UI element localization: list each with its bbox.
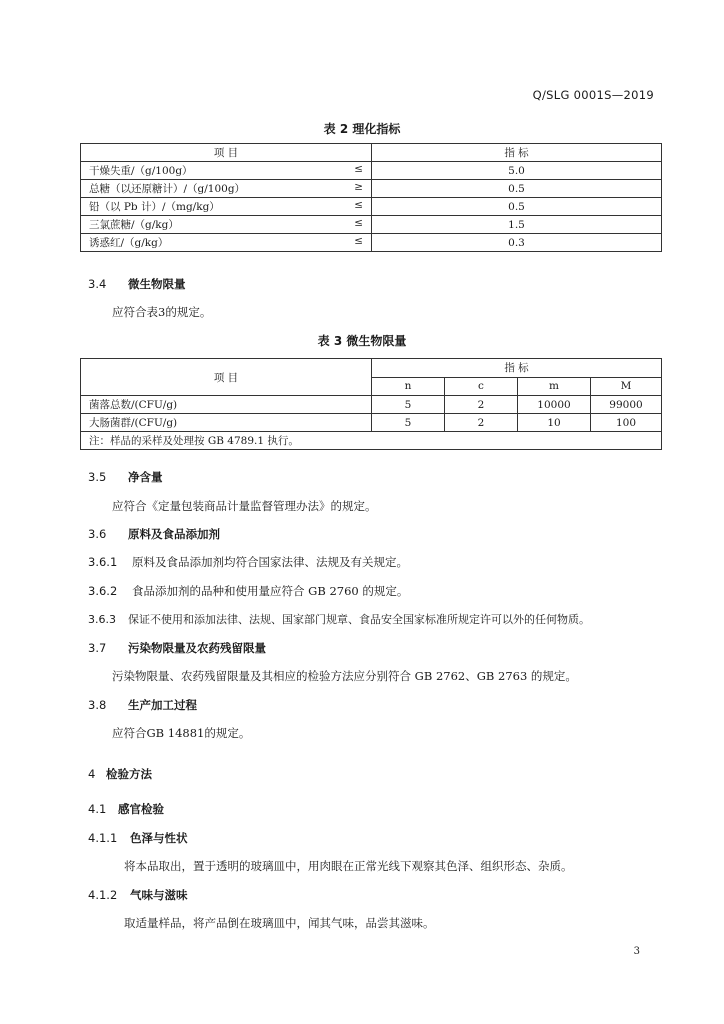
table3-note: 注：样品的采样及处理按 GB 4789.1 执行。	[81, 432, 662, 450]
section-3-6-heading	[88, 526, 220, 542]
table2-item: 干燥失重/（g/100g）	[89, 165, 193, 177]
section-number: 3.4	[88, 277, 107, 291]
section-title: 污染物限量及农药残留限量	[128, 641, 266, 655]
table-row	[81, 180, 662, 198]
section-4-1-heading	[88, 801, 164, 817]
table-row	[81, 216, 662, 234]
section-4-1-1-text: 将本品取出，置于透明的玻璃皿中，用肉眼在正常光线下观察其色泽、组织形态、杂质。	[124, 859, 573, 873]
section-3-7-text: 污染物限量、农药残留限量及其相应的检验方法应分别符合 GB 2762、GB 2763 的规定。	[112, 669, 577, 683]
table2-symbol: ≥	[354, 181, 363, 193]
section-4-1-2-heading	[88, 887, 188, 903]
table3-sub-n: n	[372, 377, 445, 396]
table3-cell: 100	[591, 414, 662, 432]
section-title: 生产加工过程	[128, 698, 197, 712]
section-4-heading	[88, 766, 152, 782]
section-title: 检验方法	[106, 767, 152, 781]
section-3-7-heading	[88, 640, 266, 656]
table2-symbol: ≤	[354, 235, 363, 247]
table3-caption: 表 3 微生物限量	[317, 334, 407, 348]
table3-item: 大肠菌群/(CFU/g)	[81, 414, 372, 432]
table2-value: 0.5	[372, 180, 662, 198]
section-number: 3.6	[88, 527, 107, 541]
table-row	[81, 414, 662, 432]
table2-value: 1.5	[372, 216, 662, 234]
table2-item: 总糖（以还原糖计）/（g/100g）	[89, 183, 246, 195]
table2	[80, 143, 662, 252]
section-title: 原料及食品添加剂	[128, 527, 220, 541]
section-number: 4.1.1	[88, 831, 118, 845]
section-number: 3.6.1	[88, 555, 118, 569]
section-title: 净含量	[128, 470, 163, 484]
table3-cell: 10	[518, 414, 591, 432]
section-3-6-2	[88, 583, 408, 599]
section-number: 3.6.3	[88, 613, 116, 626]
section-4-1-2-text: 取适量样品，将产品倒在玻璃皿中，闻其气味，品尝其滋味。	[124, 916, 435, 930]
section-3-8-text: 应符合GB 14881的规定。	[112, 726, 251, 740]
page-number: 3	[633, 946, 640, 957]
section-title: 气味与滋味	[130, 888, 188, 902]
table2-header-item: 项 目	[81, 144, 372, 162]
table-row	[81, 234, 662, 252]
table3-cell: 5	[372, 396, 445, 414]
section-number: 4.1	[88, 802, 107, 816]
table3	[80, 358, 662, 450]
table3-cell: 99000	[591, 396, 662, 414]
section-number: 3.5	[88, 470, 107, 484]
section-3-5-heading	[88, 469, 163, 485]
section-text: 原料及食品添加剂均符合国家法律、法规及有关规定。	[132, 555, 408, 569]
table-row	[81, 198, 662, 216]
table2-value: 0.3	[372, 234, 662, 252]
section-number: 4.1.2	[88, 888, 118, 902]
table3-header-item: 项 目	[81, 359, 372, 396]
section-number: 4	[88, 767, 96, 781]
table3-cell: 2	[445, 414, 518, 432]
table3-item: 菌落总数/(CFU/g)	[81, 396, 372, 414]
table3-sub-m: m	[518, 377, 591, 396]
section-3-6-3	[88, 611, 590, 627]
section-4-1-1-heading	[88, 830, 188, 846]
table2-symbol: ≤	[354, 199, 363, 211]
section-3-6-1	[88, 554, 408, 570]
document-code: Q/SLG 0001S—2019	[532, 88, 654, 102]
table2-item: 铅（以 Pb 计）/（mg/kg）	[89, 201, 220, 213]
table3-sub-c: c	[445, 377, 518, 396]
section-number: 3.6.2	[88, 584, 118, 598]
table3-sub-M: M	[591, 377, 662, 396]
section-number: 3.7	[88, 641, 107, 655]
section-title: 色泽与性状	[130, 831, 188, 845]
section-3-4-text: 应符合表3的规定。	[112, 305, 212, 319]
section-3-4-heading	[88, 276, 186, 292]
table2-symbol: ≤	[354, 217, 363, 229]
table2-header-index: 指 标	[372, 144, 662, 162]
table2-caption: 表 2 理化指标	[323, 122, 401, 136]
section-title: 感官检验	[118, 802, 164, 816]
section-3-5-text: 应符合《定量包装商品计量监督管理办法》的规定。	[112, 499, 377, 513]
table3-cell: 5	[372, 414, 445, 432]
table3-cell: 10000	[518, 396, 591, 414]
table2-value: 5.0	[372, 162, 662, 180]
section-3-8-heading	[88, 697, 197, 713]
table3-header-index: 指 标	[372, 359, 662, 378]
table2-symbol: ≤	[354, 163, 363, 175]
table2-item: 三氯蔗糖/（g/kg）	[89, 219, 179, 231]
table3-cell: 2	[445, 396, 518, 414]
section-title: 微生物限量	[128, 277, 186, 291]
section-text: 食品添加剂的品种和使用量应符合 GB 2760 的规定。	[132, 584, 409, 598]
table-row	[81, 396, 662, 414]
table2-value: 0.5	[372, 198, 662, 216]
table-row	[81, 162, 662, 180]
section-text: 保证不使用和添加法律、法规、国家部门规章、食品安全国家标准所规定许可以外的任何物质。	[128, 613, 590, 626]
table2-item: 诱惑红/（g/kg）	[89, 237, 169, 249]
section-number: 3.8	[88, 698, 107, 712]
